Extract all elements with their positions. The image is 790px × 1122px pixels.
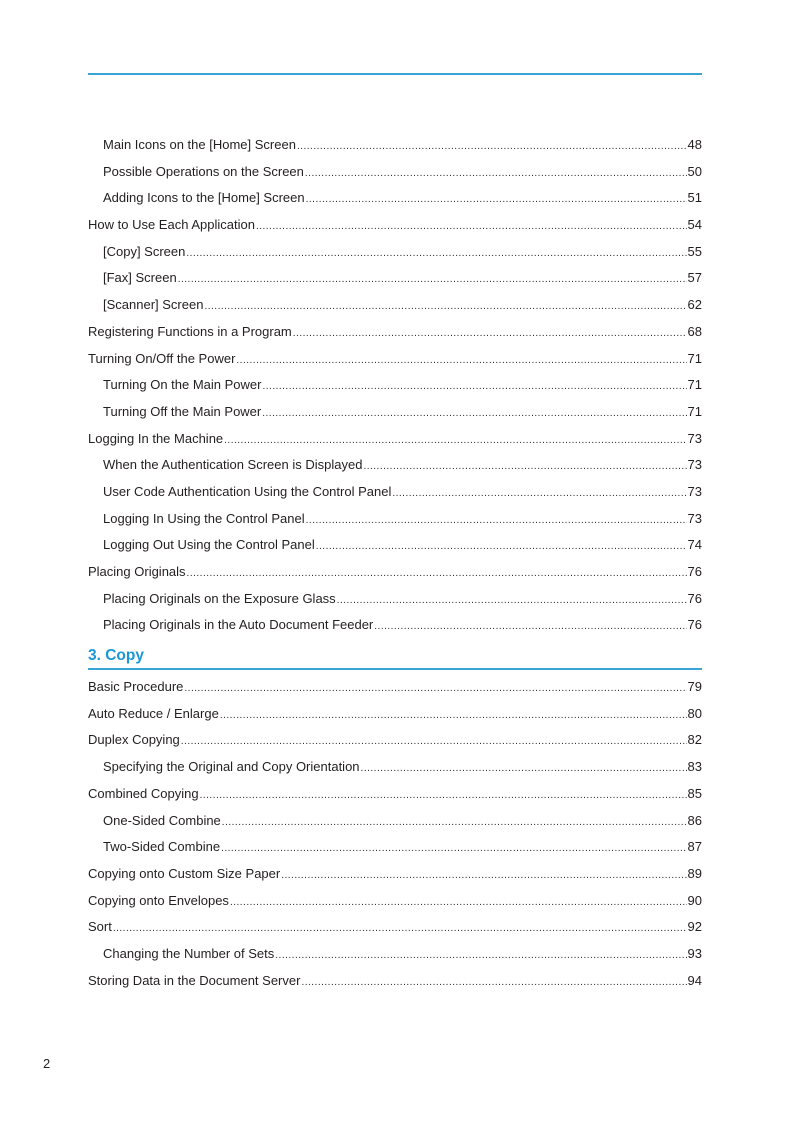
toc-entry[interactable] [88, 346, 702, 373]
toc-leader-dots [392, 481, 686, 508]
toc-leader-dots [305, 161, 687, 188]
toc-entry-page: 85 [687, 785, 702, 801]
toc-leader-dots [178, 267, 687, 294]
toc-entry-page: 62 [687, 297, 702, 313]
toc-entry-title: How to Use Each Application [88, 217, 255, 233]
toc-leader-dots [113, 916, 687, 943]
toc-entry-title: Combined Copying [88, 785, 199, 801]
toc-leader-dots [187, 561, 687, 588]
toc-entry[interactable] [88, 479, 702, 506]
toc-entry-title: Logging Out Using the Control Panel [103, 537, 315, 553]
toc-entry-page: 57 [687, 270, 702, 286]
toc-entry-title: Basic Procedure [88, 679, 184, 695]
chapter-heading[interactable] [88, 639, 702, 670]
toc-entry[interactable] [88, 968, 702, 995]
toc-entry-title: Changing the Number of Sets [103, 945, 275, 961]
toc-leader-dots [224, 428, 686, 455]
toc-entry-title: [Fax] Screen [103, 270, 177, 286]
toc-leader-dots [200, 783, 687, 810]
toc-entry-page: 68 [687, 323, 702, 339]
toc-entry-page: 71 [687, 377, 702, 393]
toc-entry[interactable] [88, 292, 702, 319]
toc-entry-title: Turning Off the Main Power [103, 403, 262, 419]
toc-entry[interactable] [88, 727, 702, 754]
toc-entry[interactable] [88, 399, 702, 426]
toc-entry-page: 48 [687, 137, 702, 152]
toc-leader-dots [221, 836, 686, 863]
toc-entry-title: Copying onto Envelopes [88, 892, 229, 908]
toc-leader-dots [361, 756, 687, 783]
toc-entry[interactable] [88, 532, 702, 559]
toc-entry-title: Main Icons on the [Home] Screen [103, 137, 296, 152]
toc-entry-page: 80 [687, 705, 702, 721]
toc-leader-dots [184, 676, 686, 703]
toc-entry[interactable] [88, 506, 702, 533]
toc-entry-page: 93 [687, 945, 702, 961]
toc-entry-title: When the Authentication Screen is Displayed [103, 457, 363, 473]
toc-entry[interactable] [88, 612, 702, 639]
toc-leader-dots [301, 970, 686, 997]
toc-entry[interactable] [88, 586, 702, 613]
toc-leader-dots [204, 294, 686, 321]
toc-entry-title: Copying onto Custom Size Paper [88, 865, 281, 881]
toc-entry-page: 94 [687, 972, 702, 988]
toc-entry[interactable] [88, 426, 702, 453]
toc-entry-page: 73 [687, 483, 702, 499]
toc-entry-title: [Copy] Screen [103, 243, 186, 259]
toc-leader-dots [262, 374, 686, 401]
toc-entry-page: 74 [687, 537, 702, 553]
toc-entry-title: Possible Operations on the Screen [103, 163, 304, 179]
toc-leader-dots [256, 214, 687, 241]
toc-leader-dots [363, 454, 686, 481]
toc-leader-dots [306, 508, 687, 535]
toc-entry-page: 73 [687, 430, 702, 446]
toc-entry[interactable] [88, 185, 702, 212]
toc-entry[interactable] [88, 754, 702, 781]
toc-entry-title: Placing Originals on the Exposure Glass [103, 590, 336, 606]
toc-entry[interactable] [88, 888, 702, 915]
toc-entry-page: 92 [687, 919, 702, 935]
toc-entry[interactable] [88, 239, 702, 266]
toc-leader-dots [316, 534, 687, 561]
toc-leader-dots [220, 703, 687, 730]
toc-entry-page: 51 [687, 190, 702, 206]
toc-entry-title: Registering Functions in a Program [88, 323, 292, 339]
page-number: 2 [43, 1056, 51, 1071]
toc-entry[interactable] [88, 834, 702, 861]
toc-entry-page: 83 [687, 759, 702, 775]
toc-entry-title: Placing Originals [88, 564, 186, 579]
toc-entry-page: 73 [687, 510, 702, 526]
toc-entry-page: 79 [687, 679, 702, 695]
toc-leader-dots [275, 943, 686, 970]
toc-entry[interactable] [88, 781, 702, 808]
toc-entry-title: Specifying the Original and Copy Orientation [103, 759, 360, 775]
toc-entry-title: Turning On the Main Power [103, 377, 262, 393]
toc-entry-title: Storing Data in the Document Server [88, 972, 301, 988]
toc-entry[interactable] [88, 132, 702, 159]
toc-entry[interactable] [88, 212, 702, 239]
toc-entry-page: 90 [687, 892, 702, 908]
toc-entry[interactable] [88, 914, 702, 941]
toc-entry-page: 50 [687, 163, 702, 179]
toc-entry[interactable] [88, 808, 702, 835]
toc-leader-dots [297, 134, 687, 161]
toc-entry-page: 55 [687, 243, 702, 259]
toc-entry-title: Turning On/Off the Power [88, 350, 236, 366]
toc-entry-title: Placing Originals in the Auto Document Feeder [103, 617, 374, 633]
toc-leader-dots [222, 810, 687, 837]
toc-entry-title: User Code Authentication Using the Control Panel [103, 483, 392, 499]
toc-leader-dots [337, 588, 687, 615]
toc-entry-page: 54 [687, 217, 702, 233]
toc-entry-title: Auto Reduce / Enlarge [88, 705, 219, 721]
toc-entry-title: Logging In Using the Control Panel [103, 510, 305, 526]
toc-entry[interactable] [88, 159, 702, 186]
toc-entry[interactable] [88, 319, 702, 346]
top-divider [88, 73, 702, 75]
toc-entry-title: Logging In the Machine [88, 430, 224, 446]
toc-entry-title: [Scanner] Screen [103, 297, 204, 313]
toc-entry-page: 76 [687, 564, 702, 579]
toc-entry-page: 82 [687, 732, 702, 748]
toc-leader-dots [374, 614, 686, 641]
toc-entry-page: 73 [687, 457, 702, 473]
toc-entry-title: Sort [88, 919, 112, 935]
toc-leader-dots [262, 401, 686, 428]
toc-entry-title: Duplex Copying [88, 732, 180, 748]
toc-entry-title: One-Sided Combine [103, 812, 221, 828]
table-of-contents [88, 132, 702, 994]
toc-leader-dots [293, 321, 687, 348]
toc-entry-title: Adding Icons to the [Home] Screen [103, 190, 305, 206]
toc-entry[interactable] [88, 861, 702, 888]
toc-entry-page: 76 [687, 617, 702, 633]
toc-leader-dots [230, 890, 687, 917]
toc-entry[interactable] [88, 701, 702, 728]
toc-entry-page: 71 [687, 403, 702, 419]
toc-entry-page: 71 [687, 350, 702, 366]
chapter-title: 3. Copy [88, 647, 144, 665]
toc-entry-page: 86 [687, 812, 702, 828]
toc-leader-dots [306, 187, 687, 214]
toc-leader-dots [186, 241, 686, 268]
toc-leader-dots [181, 729, 687, 756]
toc-entry-title: Two-Sided Combine [103, 839, 221, 855]
toc-entry[interactable] [88, 372, 702, 399]
toc-entry-page: 87 [687, 839, 702, 855]
toc-entry[interactable] [88, 265, 702, 292]
toc-leader-dots [236, 348, 686, 375]
toc-entry[interactable] [88, 941, 702, 968]
toc-leader-dots [281, 863, 686, 890]
toc-entry-page: 76 [687, 590, 702, 606]
toc-entry[interactable] [88, 674, 702, 701]
toc-entry[interactable] [88, 559, 702, 586]
toc-entry-page: 89 [687, 865, 702, 881]
toc-entry[interactable] [88, 452, 702, 479]
